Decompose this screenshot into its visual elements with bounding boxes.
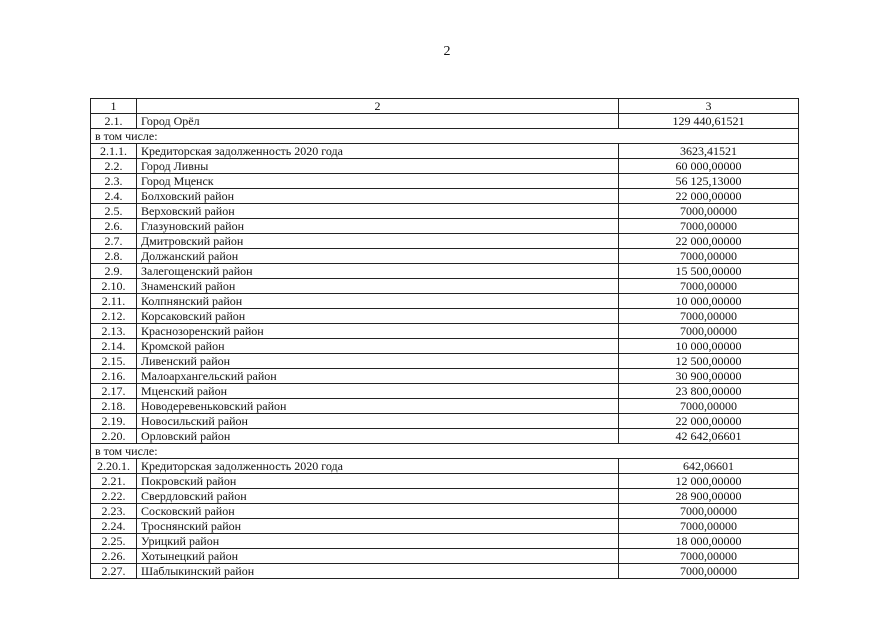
row-number: 2.23. bbox=[91, 504, 137, 519]
table-row bbox=[91, 234, 799, 249]
row-amount: 18 000,00000 bbox=[619, 534, 799, 549]
row-name: Покровский район bbox=[137, 474, 619, 489]
table-row bbox=[91, 309, 799, 324]
row-amount: 15 500,00000 bbox=[619, 264, 799, 279]
header-col-2: 2 bbox=[137, 99, 619, 114]
page-number: 2 bbox=[443, 44, 451, 59]
row-amount: 22 000,00000 bbox=[619, 234, 799, 249]
row-number: 2.3. bbox=[91, 174, 137, 189]
row-amount: 12 000,00000 bbox=[619, 474, 799, 489]
row-name: Город Ливны bbox=[137, 159, 619, 174]
row-name: Новодеревеньковский район bbox=[137, 399, 619, 414]
row-number: 2.4. bbox=[91, 189, 137, 204]
row-amount: 7000,00000 bbox=[619, 204, 799, 219]
row-amount: 7000,00000 bbox=[619, 324, 799, 339]
table-row bbox=[91, 399, 799, 414]
row-amount: 7000,00000 bbox=[619, 309, 799, 324]
header-row bbox=[91, 99, 799, 114]
table-row bbox=[91, 519, 799, 534]
table-header bbox=[91, 99, 799, 114]
row-amount: 56 125,13000 bbox=[619, 174, 799, 189]
table-row bbox=[91, 219, 799, 234]
row-name: Болховский район bbox=[137, 189, 619, 204]
row-amount: 30 900,00000 bbox=[619, 369, 799, 384]
row-amount: 7000,00000 bbox=[619, 399, 799, 414]
row-number: 2.1.1. bbox=[91, 144, 137, 159]
table-row bbox=[91, 354, 799, 369]
row-number: 2.13. bbox=[91, 324, 137, 339]
row-amount: 7000,00000 bbox=[619, 519, 799, 534]
row-number: 2.1. bbox=[91, 114, 137, 129]
row-name: Орловский район bbox=[137, 429, 619, 444]
table-row bbox=[91, 384, 799, 399]
row-number: 2.12. bbox=[91, 309, 137, 324]
row-number: 2.18. bbox=[91, 399, 137, 414]
table-row bbox=[91, 414, 799, 429]
row-number: 2.14. bbox=[91, 339, 137, 354]
row-amount: 23 800,00000 bbox=[619, 384, 799, 399]
row-number: 2.21. bbox=[91, 474, 137, 489]
row-number: 2.26. bbox=[91, 549, 137, 564]
row-name: Троснянский район bbox=[137, 519, 619, 534]
row-amount: 60 000,00000 bbox=[619, 159, 799, 174]
table-row bbox=[91, 429, 799, 444]
row-name: Свердловский район bbox=[137, 489, 619, 504]
row-number: 2.27. bbox=[91, 564, 137, 579]
row-number: 2.8. bbox=[91, 249, 137, 264]
row-number: 2.20.1. bbox=[91, 459, 137, 474]
row-name: Урицкий район bbox=[137, 534, 619, 549]
row-amount: 7000,00000 bbox=[619, 549, 799, 564]
row-number: 2.7. bbox=[91, 234, 137, 249]
row-amount: 10 000,00000 bbox=[619, 294, 799, 309]
row-number: 2.15. bbox=[91, 354, 137, 369]
row-name: Город Орёл bbox=[137, 114, 619, 129]
table-row bbox=[91, 564, 799, 579]
row-name: Краснозоренский район bbox=[137, 324, 619, 339]
row-amount: 7000,00000 bbox=[619, 564, 799, 579]
table-row bbox=[91, 474, 799, 489]
subheading-text: в том числе: bbox=[91, 444, 799, 459]
row-amount: 42 642,06601 bbox=[619, 429, 799, 444]
row-name: Глазуновский район bbox=[137, 219, 619, 234]
row-name: Шаблыкинский район bbox=[137, 564, 619, 579]
row-name: Корсаковский район bbox=[137, 309, 619, 324]
row-number: 2.22. bbox=[91, 489, 137, 504]
row-amount: 129 440,61521 bbox=[619, 114, 799, 129]
row-name: Малоархангельский район bbox=[137, 369, 619, 384]
row-amount: 12 500,00000 bbox=[619, 354, 799, 369]
table-row bbox=[91, 114, 799, 129]
row-amount: 7000,00000 bbox=[619, 504, 799, 519]
row-amount: 7000,00000 bbox=[619, 249, 799, 264]
row-name: Должанский район bbox=[137, 249, 619, 264]
table-row bbox=[91, 189, 799, 204]
row-number: 2.10. bbox=[91, 279, 137, 294]
row-amount: 642,06601 bbox=[619, 459, 799, 474]
table-row bbox=[91, 159, 799, 174]
row-number: 2.20. bbox=[91, 429, 137, 444]
subheading-row bbox=[91, 444, 799, 459]
row-number: 2.25. bbox=[91, 534, 137, 549]
row-amount: 28 900,00000 bbox=[619, 489, 799, 504]
row-amount: 22 000,00000 bbox=[619, 189, 799, 204]
row-number: 2.17. bbox=[91, 384, 137, 399]
row-number: 2.24. bbox=[91, 519, 137, 534]
row-amount: 3623,41521 bbox=[619, 144, 799, 159]
table-row bbox=[91, 369, 799, 384]
row-amount: 7000,00000 bbox=[619, 279, 799, 294]
table-row bbox=[91, 489, 799, 504]
row-amount: 22 000,00000 bbox=[619, 414, 799, 429]
row-number: 2.6. bbox=[91, 219, 137, 234]
row-name: Колпнянский район bbox=[137, 294, 619, 309]
row-number: 2.11. bbox=[91, 294, 137, 309]
table-row bbox=[91, 264, 799, 279]
row-name: Кредиторская задолженность 2020 года bbox=[137, 144, 619, 159]
header-col-1: 1 bbox=[91, 99, 137, 114]
table-row bbox=[91, 534, 799, 549]
table-row bbox=[91, 549, 799, 564]
table-row bbox=[91, 144, 799, 159]
subheading-row bbox=[91, 129, 799, 144]
row-number: 2.9. bbox=[91, 264, 137, 279]
row-number: 2.19. bbox=[91, 414, 137, 429]
row-name: Сосковский район bbox=[137, 504, 619, 519]
row-name: Дмитровский район bbox=[137, 234, 619, 249]
row-name: Новосильский район bbox=[137, 414, 619, 429]
row-name: Кредиторская задолженность 2020 года bbox=[137, 459, 619, 474]
row-name: Город Мценск bbox=[137, 174, 619, 189]
table-row bbox=[91, 294, 799, 309]
row-name: Кромской район bbox=[137, 339, 619, 354]
table-row bbox=[91, 174, 799, 189]
row-name: Хотынецкий район bbox=[137, 549, 619, 564]
row-name: Верховский район bbox=[137, 204, 619, 219]
row-number: 2.2. bbox=[91, 159, 137, 174]
row-name: Знаменский район bbox=[137, 279, 619, 294]
row-amount: 10 000,00000 bbox=[619, 339, 799, 354]
table-row bbox=[91, 249, 799, 264]
subheading-text: в том числе: bbox=[91, 129, 799, 144]
row-name: Мценский район bbox=[137, 384, 619, 399]
table-row bbox=[91, 204, 799, 219]
budget-table bbox=[90, 98, 799, 579]
row-name: Залегощенский район bbox=[137, 264, 619, 279]
table-row bbox=[91, 459, 799, 474]
table-row bbox=[91, 279, 799, 294]
table-row bbox=[91, 504, 799, 519]
row-number: 2.5. bbox=[91, 204, 137, 219]
header-col-3: 3 bbox=[619, 99, 799, 114]
row-amount: 7000,00000 bbox=[619, 219, 799, 234]
table-row bbox=[91, 324, 799, 339]
table-row bbox=[91, 339, 799, 354]
row-number: 2.16. bbox=[91, 369, 137, 384]
table-body bbox=[91, 114, 799, 579]
row-name: Ливенский район bbox=[137, 354, 619, 369]
